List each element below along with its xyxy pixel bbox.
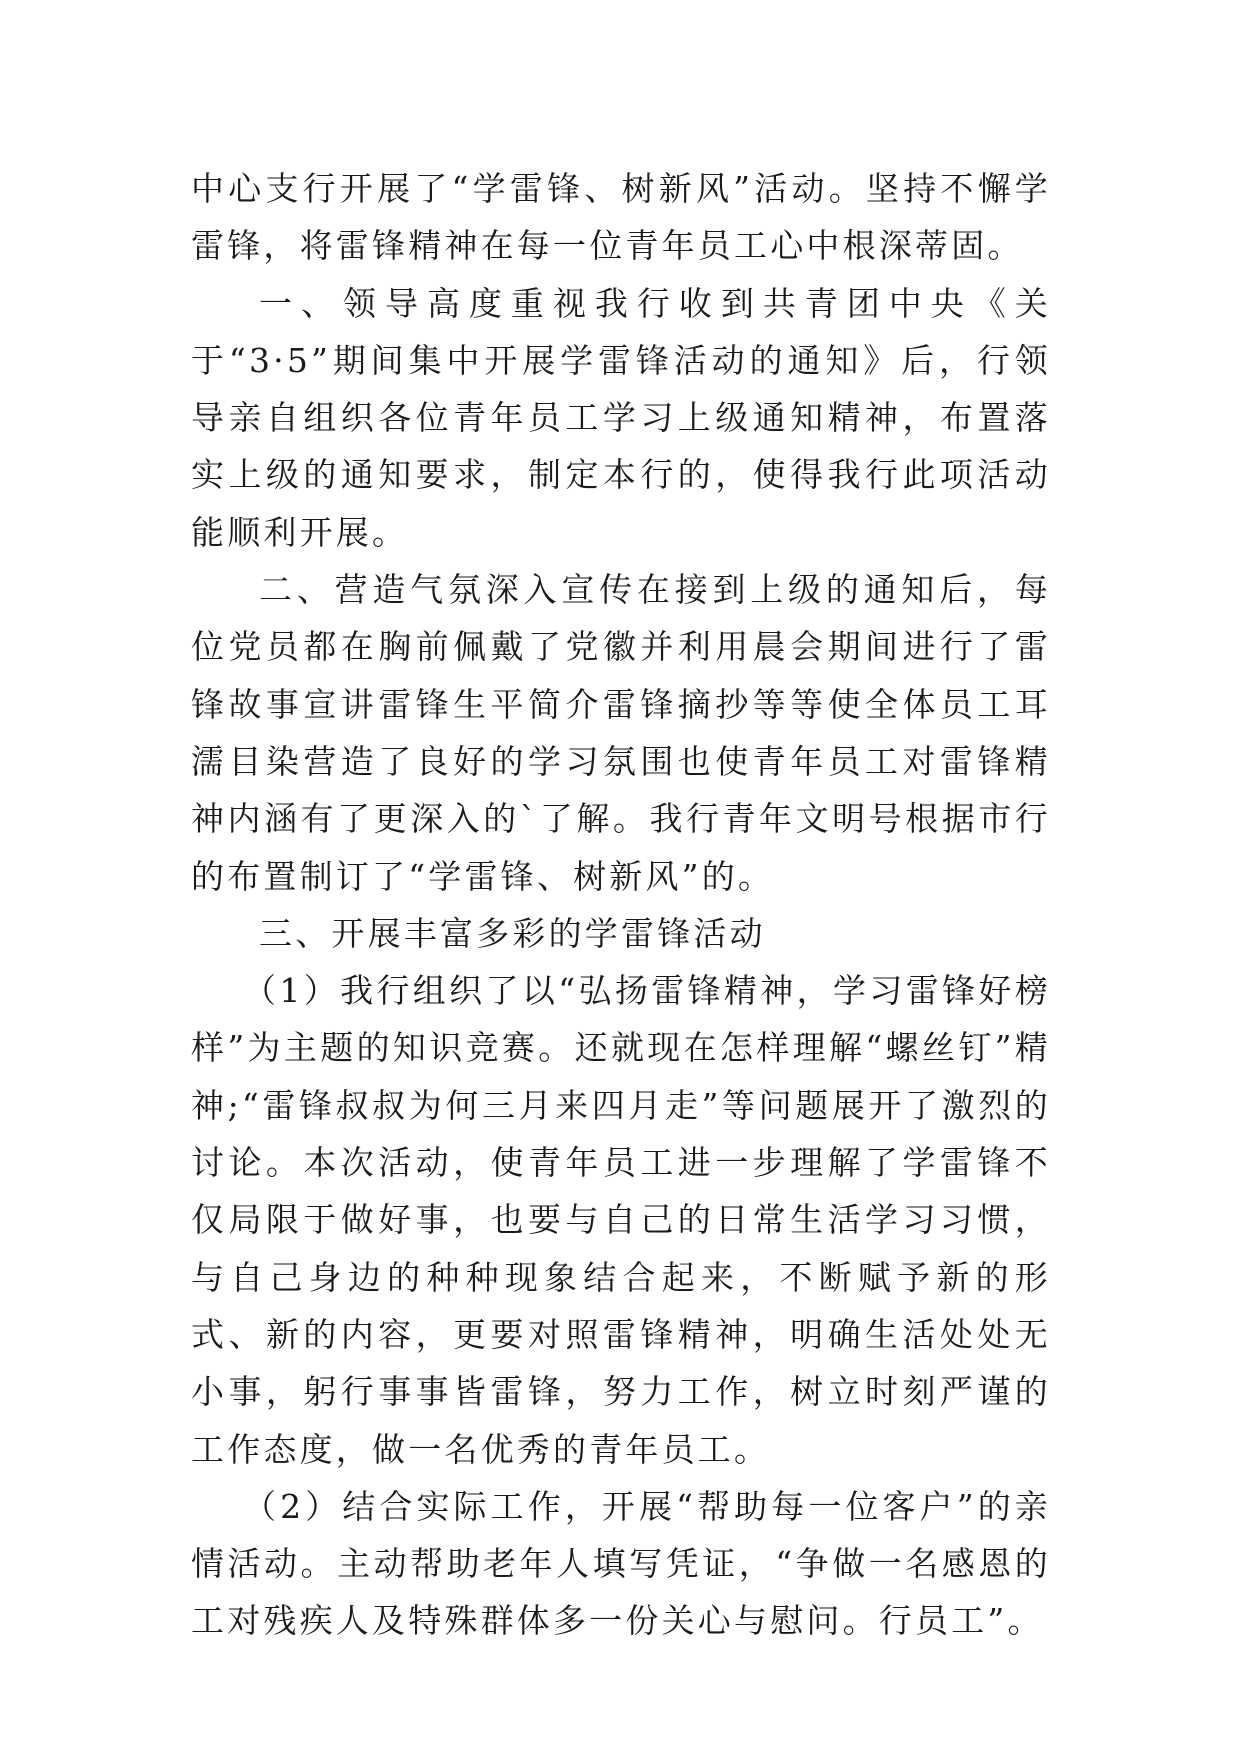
document-page xyxy=(191,160,1051,1650)
intro-paragraph: 中心支行开展了“学雷锋、树新风”活动。坚持不懈学雷锋，将雷锋精神在每一位青年员工心中根深蒂固。 xyxy=(191,169,1051,266)
section-three-heading: 三、开展丰富多彩的学雷锋活动 xyxy=(259,913,766,953)
item-two-paragraph: （2）结合实际工作，开展“帮助每一位客户”的亲情活动。主动帮助老年人填写凭证，“争做一名感恩的工对残疾人及特殊群体多一份关心与慰问。行员工”。 xyxy=(191,1486,1051,1641)
item-one-paragraph: （1）我行组织了以“弘扬雷锋精神，学习雷锋好榜样”为主题的知识竞赛。还就现在怎样理解“螺丝钉”精神;“雷锋叔叔为何三月来四月走”等问题展开了激烈的讨论。本次活动，使青年员工进一步理解了学雷锋不仅局限于做好事，也要与自己的日常生活学习习惯，与自己身边的种种现象结合起来，不断赋予新的形式、新的内容，更要对照雷锋精神，明确生活处处无小事，躬行事事皆雷锋，努力工作，树立时刻严谨的工作态度，做一名优秀的青年员工。 xyxy=(191,971,1051,1469)
section-two-paragraph: 二、营造气氛深入宣传在接到上级的通知后，每位党员都在胸前佩戴了党徽并利用晨会期间进行了雷锋故事宣讲雷锋生平简介雷锋摘抄等等使全体员工耳濡目染营造了良好的学习氛围也使青年员工对雷锋精神内涵有了更深入的`了解。我行青年文明号根据市行的布置制订了“学雷锋、树新风”的。 xyxy=(191,570,1051,896)
section-one-paragraph: 一、领导高度重视我行收到共青团中央《关于“3·5”期间集中开展学雷锋活动的通知》后，行领导亲自组织各位青年员工学习上级通知精神，布置落实上级的通知要求，制定本行的，使得我行此项活动能顺利开展。 xyxy=(191,283,1051,552)
